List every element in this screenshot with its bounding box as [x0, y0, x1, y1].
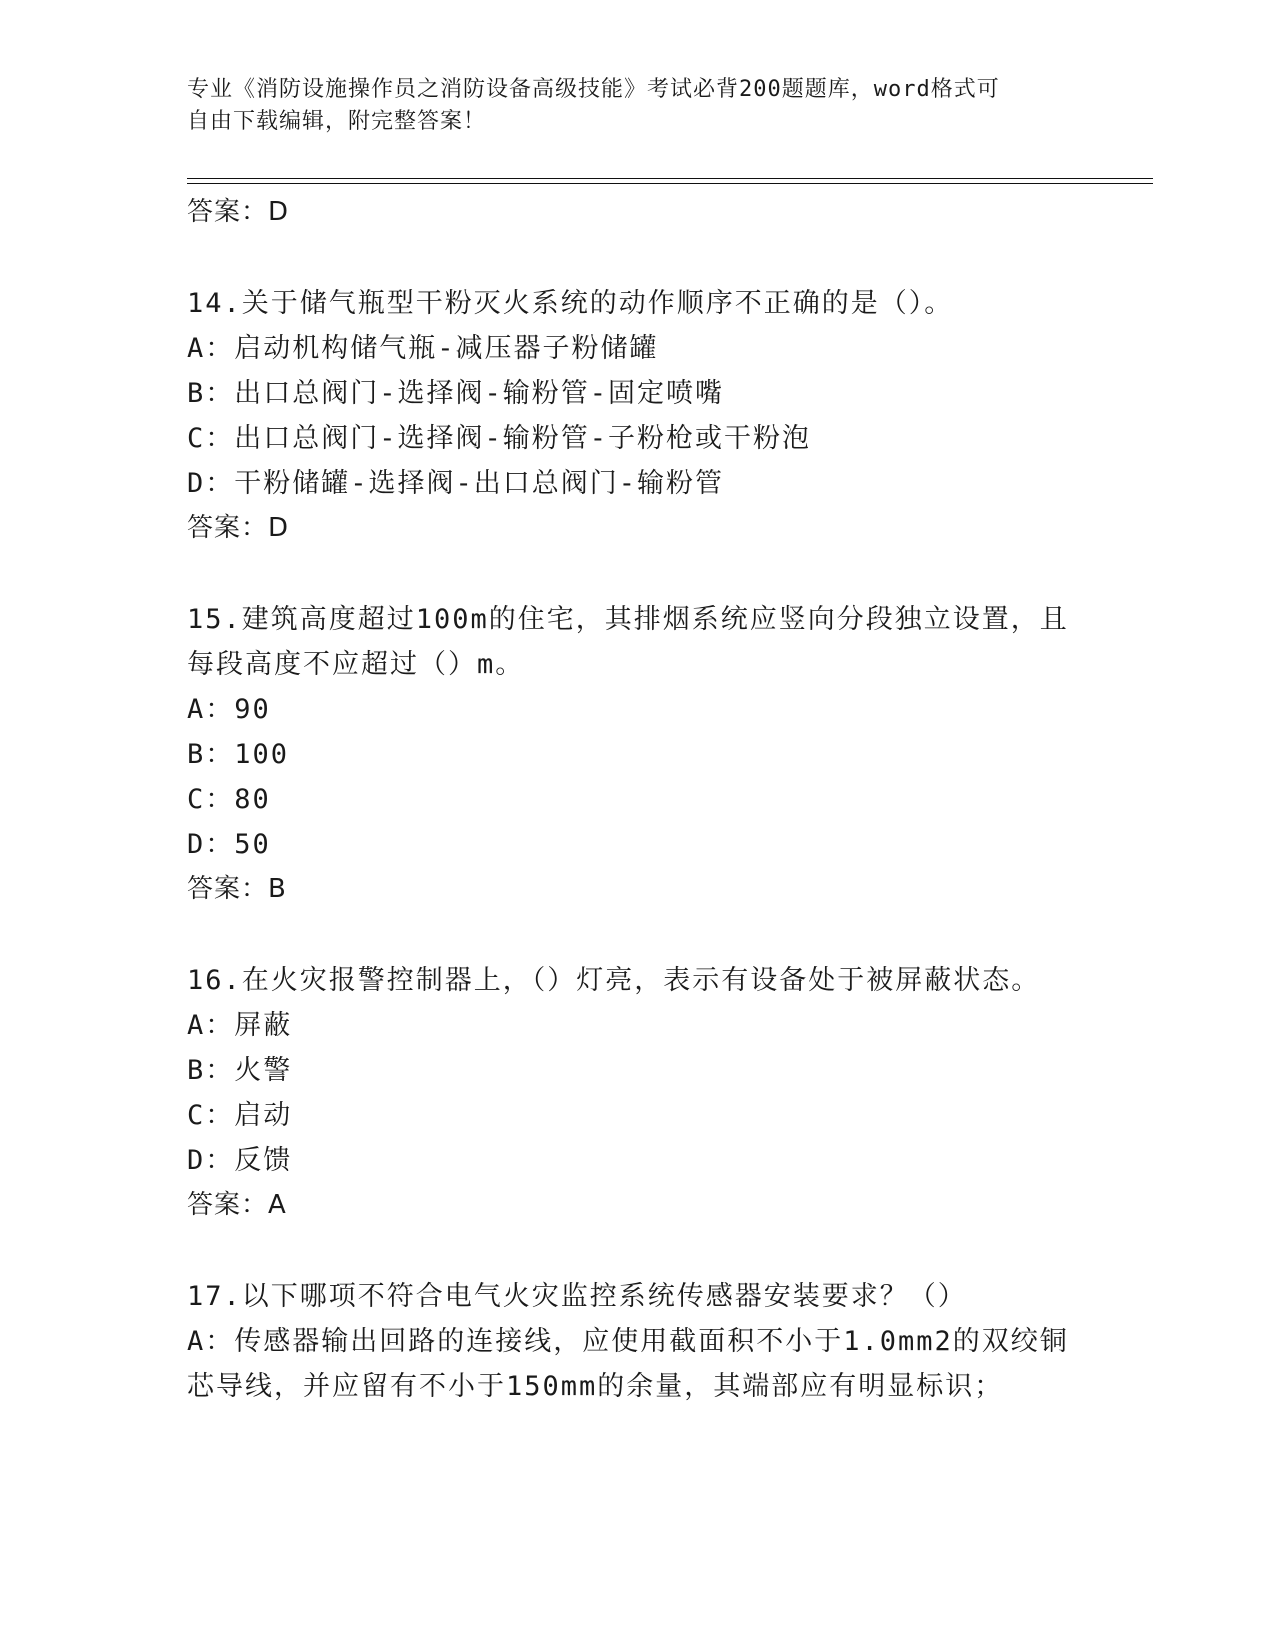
question-block: [187, 281, 1087, 551]
option-a: A：90: [187, 694, 271, 725]
question-block: [187, 958, 1087, 1228]
question-stem-continued: 每段高度不应超过（）m。: [187, 649, 525, 680]
question-list: [187, 190, 1087, 1409]
answer-line: 答案：B: [187, 874, 287, 904]
option-b: B：火警: [187, 1055, 293, 1086]
option-a: A：传感器输出回路的连接线，应使用截面积不小于1.0mm2的双绞铜: [187, 1326, 1069, 1357]
option-a: A：启动机构储气瓶-减压器子粉储罐: [187, 333, 659, 364]
option-c: C：80: [187, 784, 271, 815]
option-c: C：出口总阀门-选择阀-输粉管-子粉枪或干粉泡: [187, 423, 812, 454]
document-header: [187, 74, 1067, 138]
option-b: B：出口总阀门-选择阀-输粉管-固定喷嘴: [187, 378, 725, 409]
header-line: 专业《消防设施操作员之消防设备高级技能》考试必背200题题库，word格式可: [187, 77, 1000, 102]
answer-line: 答案：A: [187, 1190, 287, 1220]
answer-line: 答案：D: [187, 197, 290, 227]
option-c: C：启动: [187, 1100, 293, 1131]
question-block: [187, 1274, 1087, 1409]
option-d: D：50: [187, 829, 271, 860]
answer-line: 答案：D: [187, 513, 290, 543]
question-stem: 14.关于储气瓶型干粉灭火系统的动作顺序不正确的是（）。: [187, 288, 954, 319]
header-divider: [187, 178, 1153, 179]
question-stem: 15.建筑高度超过100m的住宅，其排烟系统应竖向分段独立设置，且: [187, 604, 1069, 635]
option-d: D：反馈: [187, 1145, 293, 1176]
question-block: [187, 597, 1087, 912]
header-line: 自由下载编辑，附完整答案！: [187, 109, 487, 134]
question-stem: 17.以下哪项不符合电气火灾监控系统传感器安装要求？（）: [187, 1281, 967, 1312]
question-stem: 16.在火灾报警控制器上，（）灯亮，表示有设备处于被屏蔽状态。: [187, 965, 1041, 996]
header-divider: [187, 183, 1153, 184]
option-a-continued: 芯导线，并应留有不小于150mm的余量，其端部应有明显标识；: [187, 1371, 1004, 1402]
option-a: A：屏蔽: [187, 1010, 293, 1041]
option-d: D：干粉储罐-选择阀-出口总阀门-输粉管: [187, 468, 725, 499]
option-b: B：100: [187, 739, 290, 770]
